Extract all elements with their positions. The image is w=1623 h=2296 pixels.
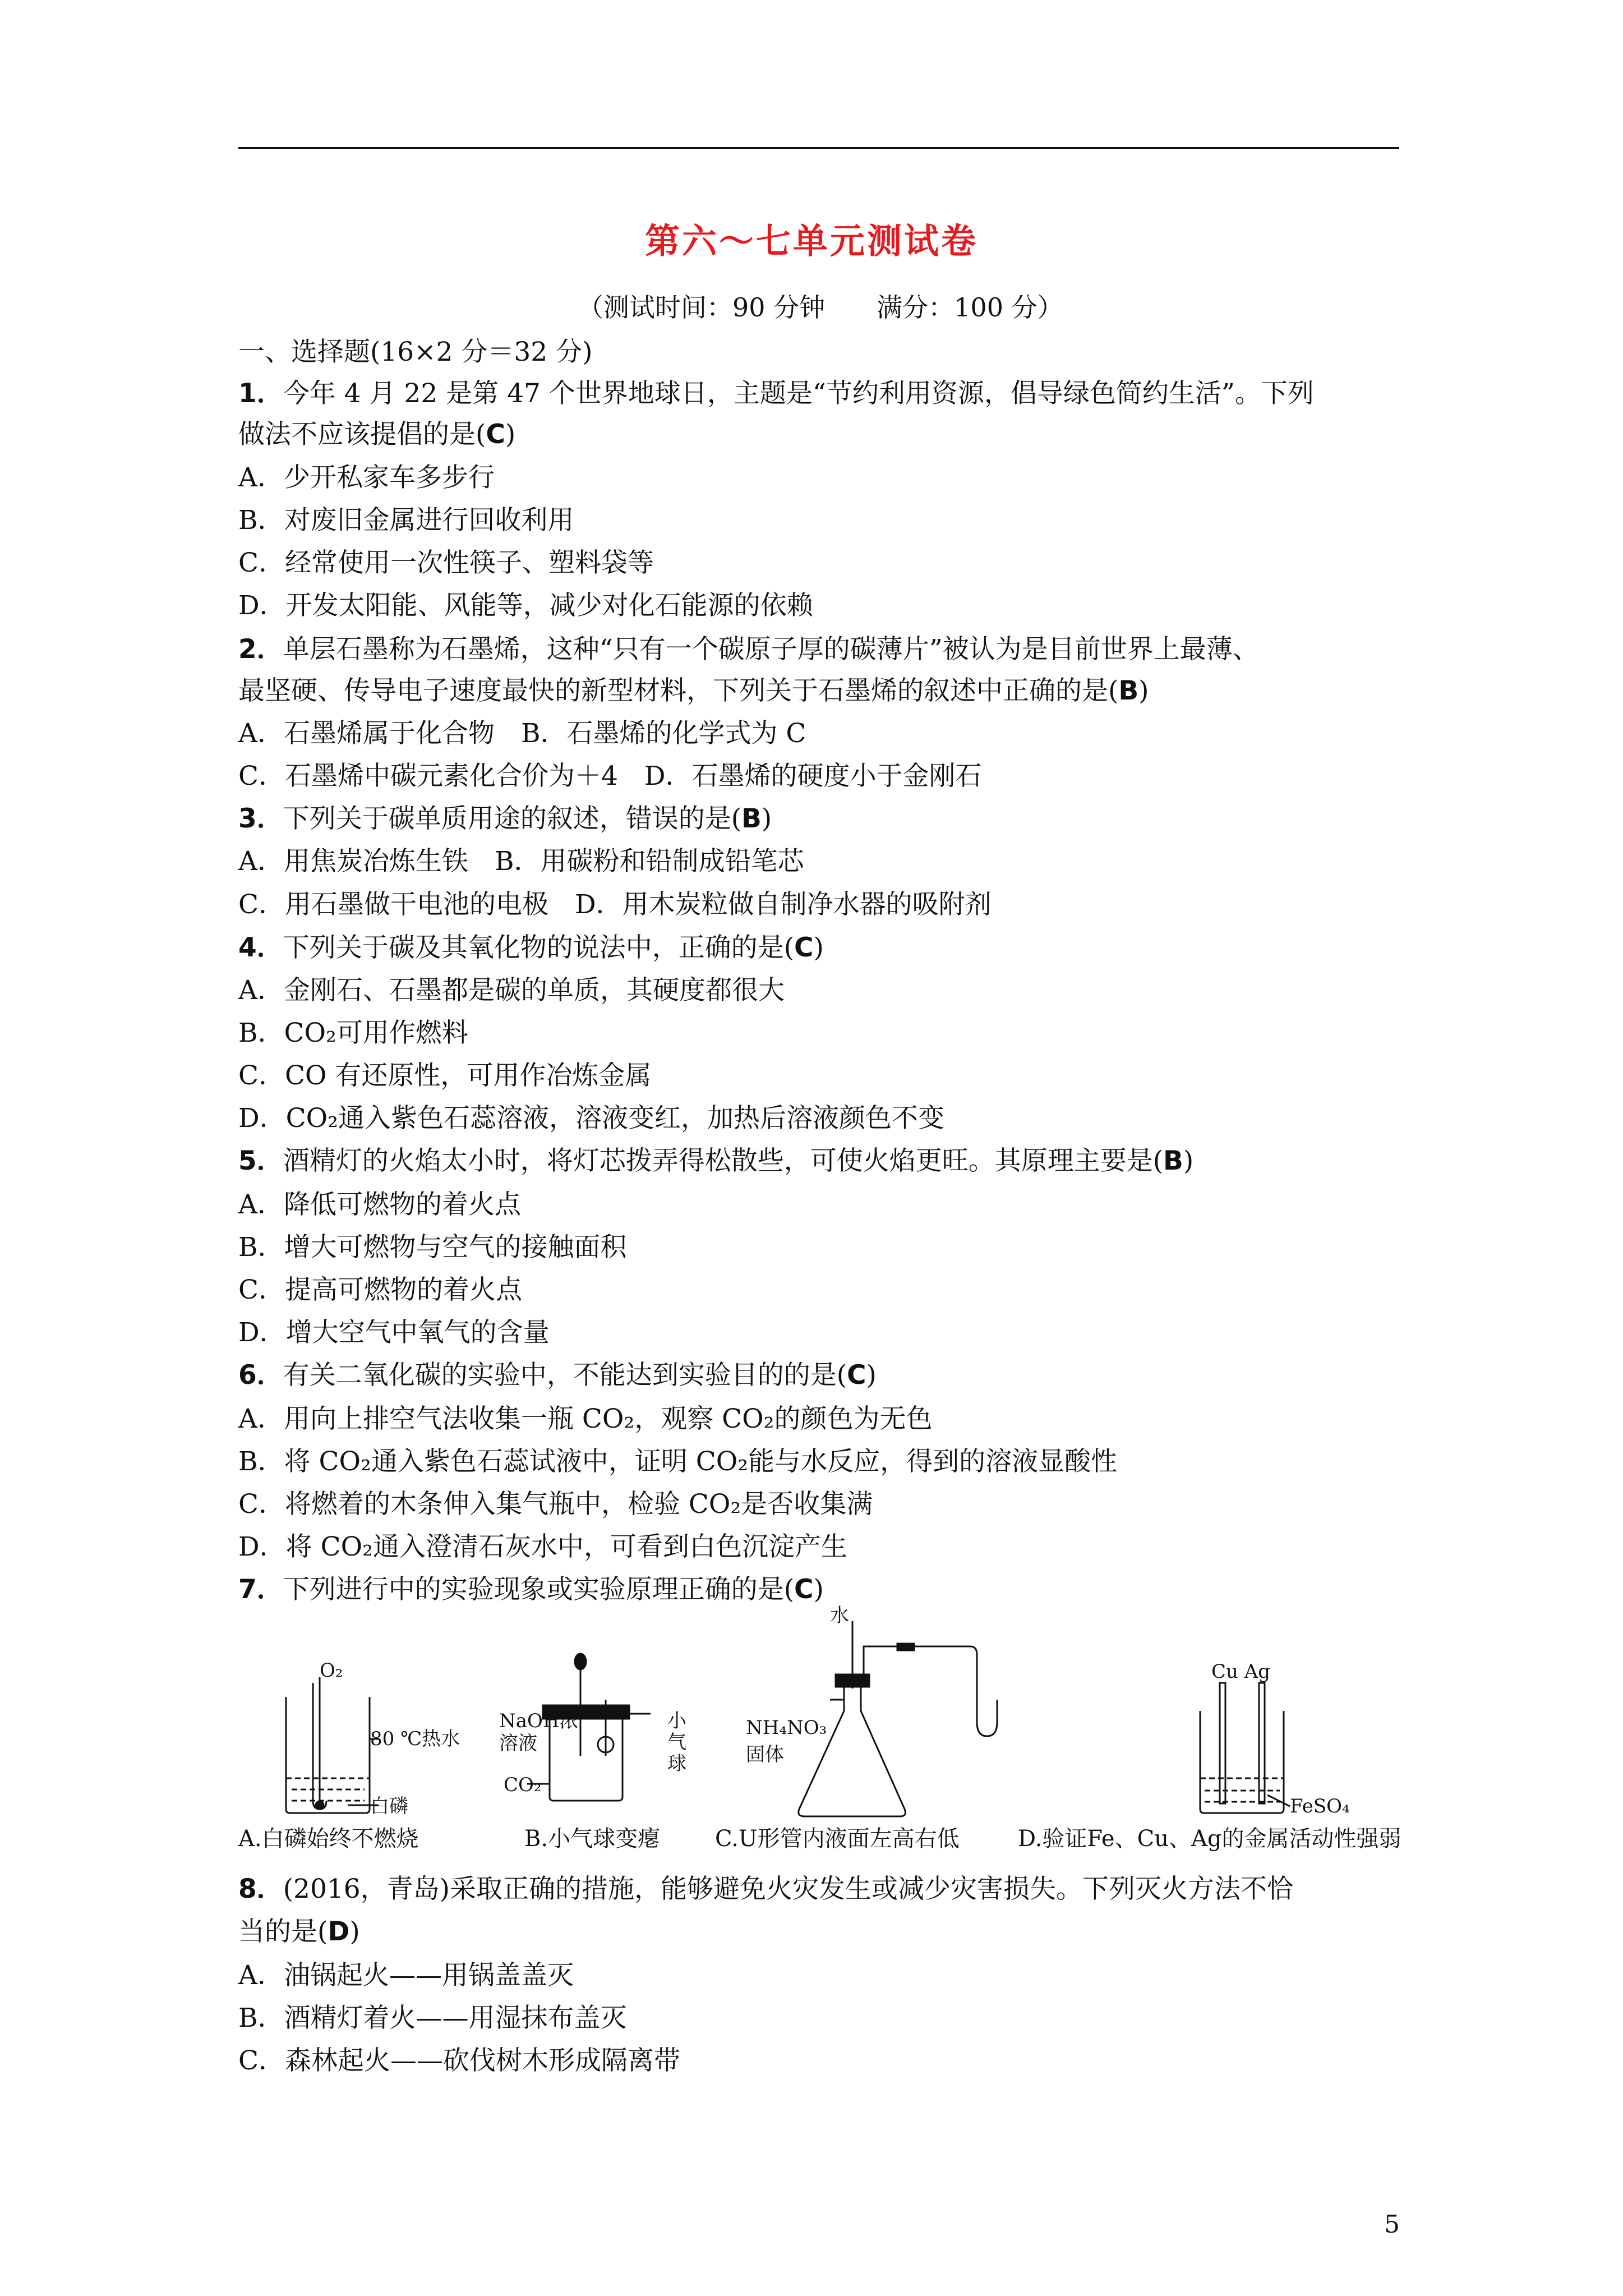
question-text: ) [866,1360,877,1391]
label-white-phosphorus: 白磷 [370,1795,408,1818]
apparatus-c [799,1621,997,1816]
question-number: 2． [238,634,283,665]
label-naoh: NaOH浓 [499,1710,579,1732]
label-feso4: FeSO₄ [1290,1795,1350,1818]
question-5-line-1 [238,1144,1193,1178]
option: C．经常使用一次性筷子、塑料袋等 [238,547,654,578]
caption-b: B.小气球变瘪 [524,1826,661,1852]
option: A．用向上排空气法收集一瓶 CO₂，观察 CO₂的颜色为无色 [238,1404,933,1434]
question-text: 做法不应该提倡的是( [238,419,486,450]
option: C．提高可燃物的着火点 [238,1274,522,1305]
question-text: ) [1183,1145,1194,1176]
option: A．少开私家车多步行 [238,462,495,493]
header-rule [238,147,1399,149]
option: D．开发太阳能、风能等，减少对化石能源的依赖 [238,590,813,621]
option: D．将 CO₂通入澄清石灰水中，可看到白色沉淀产生 [238,1531,847,1562]
option: D．增大空气中氧气的含量 [238,1317,550,1348]
label-o2: O₂ [320,1659,343,1682]
label-water: 水 [830,1604,849,1627]
question-text: 下列关于碳单质用途的叙述，错误的是( [283,803,742,834]
label-hot-water: 80 ℃热水 [370,1728,460,1750]
answer: B [741,803,762,834]
page-subtitle: （测试时间：90 分钟 满分：100 分） [578,292,1063,323]
label-balloon-3: 球 [667,1752,686,1775]
question-number: 4． [238,932,283,963]
question-1-line-1 [238,377,1314,411]
option: C．将燃着的木条伸入集气瓶中，检验 CO₂是否收集满 [238,1489,873,1520]
option: B．酒精灯着火——用湿抹布盖灭 [238,2003,627,2033]
question-text: ) [813,932,824,963]
option: C．用石墨做干电池的电极 D．用木炭粒做自制净水器的吸附剂 [238,889,992,920]
answer: C [486,419,505,450]
question-number: 8． [238,1874,283,1904]
answer: C [847,1360,866,1391]
question-text: ) [349,1916,360,1947]
caption-c: C.U形管内液面左高右低 [715,1826,960,1852]
question-text: 最坚硬、传导电子速度最快的新型材料，下列关于石墨烯的叙述中正确的是( [238,675,1119,706]
question-6-line-1 [238,1359,877,1392]
question-text: (2016，青岛)采取正确的措施，能够避免火灾发生或减少灾害损失。下列灭火方法不恰 [283,1874,1293,1904]
option: B．将 CO₂通入紫色石蕊试液中，证明 CO₂能与水反应，得到的溶液显酸性 [238,1446,1118,1477]
option: A．石墨烯属于化合物 B．石墨烯的化学式为 C [238,718,806,749]
question-7-line-1 [238,1573,824,1607]
question-4-line-1 [238,931,824,965]
page-number: 5 [1384,2210,1400,2239]
label-solid: 固体 [746,1743,784,1766]
option: A．金刚石、石墨都是碳的单质，其硬度都很大 [238,975,785,1006]
section-heading: 一、选择题(16×2 分＝32 分) [238,337,593,367]
question-2-line-2 [238,674,1149,708]
question-text: 今年 4 月 22 是第 47 个世界地球日，主题是“节约利用资源，倡导绿色简约生活”。下列 [283,378,1314,409]
option: A．油锅起火——用锅盖盖灭 [238,1960,574,1991]
option: B．对废旧金属进行回收利用 [238,505,574,536]
question-text: 当的是( [238,1916,328,1947]
question-text: 下列关于碳及其氧化物的说法中，正确的是( [283,932,795,963]
label-nh4no3: NH₄NO₃ [746,1717,827,1739]
label-cu-ag: Cu Ag [1211,1660,1271,1683]
question-number: 3． [238,803,283,834]
option: A．降低可燃物的着火点 [238,1189,521,1220]
option: B．CO₂可用作燃料 [238,1018,468,1048]
option: B．增大可燃物与空气的接触面积 [238,1232,627,1263]
question-text: ) [761,803,772,834]
question-number: 1． [238,378,283,409]
question-3-line-1 [238,802,772,836]
caption-d: D.验证Fe、Cu、Ag的金属活动性强弱 [1018,1826,1401,1852]
question-text: ) [505,419,516,450]
label-balloon-2: 气 [667,1731,686,1754]
answer: B [1118,675,1139,706]
option: C．森林起火——砍伐树木形成隔离带 [238,2045,680,2076]
apparatus-a [286,1677,379,1813]
question-1-line-2 [238,418,515,452]
question-text: ) [1138,675,1149,706]
answer: C [794,1574,814,1605]
answer: B [1163,1145,1183,1176]
question-2-line-1 [238,633,1259,666]
question-8-line-2 [238,1915,360,1949]
question-number: 7． [238,1574,283,1605]
question-8-line-1 [238,1872,1293,1906]
question-text: 酒精灯的火焰太小时，将灯芯拨弄得松散些，可使火焰更旺。其原理主要是( [283,1145,1164,1176]
question-text: 单层石墨称为石墨烯，这种“只有一个碳原子厚的碳薄片”被认为是目前世界上最薄、 [283,634,1259,665]
caption-a: A.白磷始终不燃烧 [238,1826,419,1852]
question-number: 5． [238,1145,283,1176]
option: C．CO 有还原性，可用作冶炼金属 [238,1060,652,1091]
question-number: 6． [238,1360,283,1391]
question-text: 有关二氧化碳的实验中，不能达到实验目的的是( [283,1360,847,1391]
label-naoh-solution: 溶液 [499,1732,537,1755]
answer: C [794,932,814,963]
label-balloon-1: 小 [667,1710,686,1732]
label-co2: CO₂ [504,1774,542,1796]
apparatus-d [1200,1683,1290,1813]
question-text: ) [813,1574,824,1605]
question-text: 下列进行中的实验现象或实验原理正确的是( [283,1574,795,1605]
answer: D [328,1916,350,1947]
option: D．CO₂通入紫色石蕊溶液，溶液变红，加热后溶液颜色不变 [238,1103,945,1134]
option: A．用焦炭冶炼生铁 B．用碳粉和铅制成铅笔芯 [238,846,804,877]
option: C．石墨烯中碳元素化合价为＋4 D．石墨烯的硬度小于金刚石 [238,761,982,792]
page-title: 第六～七单元测试卷 [644,220,978,261]
